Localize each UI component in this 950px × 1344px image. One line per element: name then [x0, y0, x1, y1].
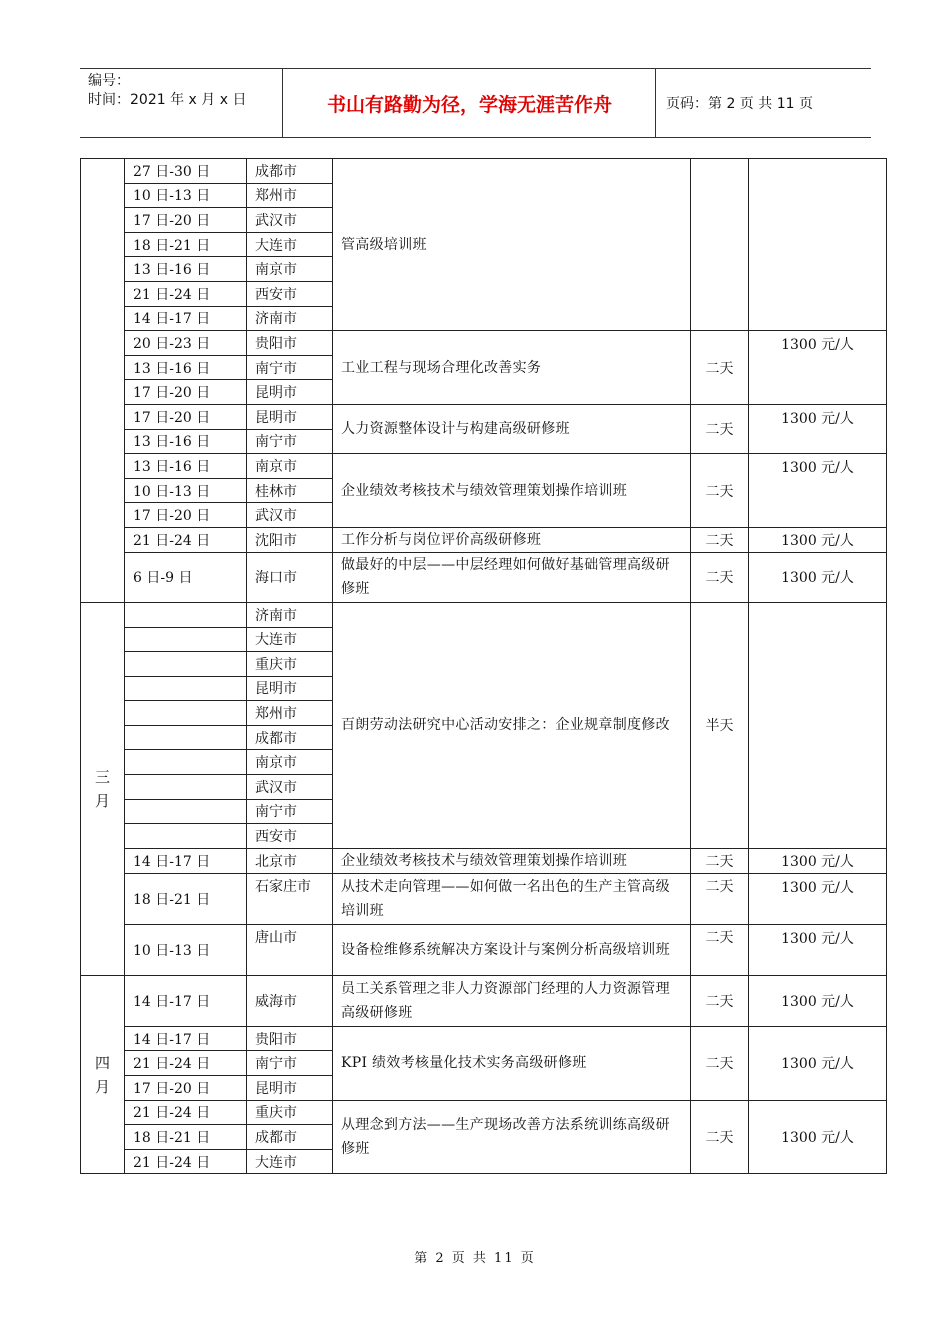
course-cell: KPI 绩效考核量化技术实务高级研修班 [333, 1026, 691, 1100]
table-row [81, 975, 887, 1026]
date-cell [125, 602, 247, 627]
price-cell: 1300 元/人 [749, 873, 887, 924]
city-cell: 昆明市 [247, 380, 333, 405]
date-cell: 21 日-24 日 [125, 1051, 247, 1076]
city-cell: 武汉市 [247, 503, 333, 528]
date-cell [125, 750, 247, 775]
duration-cell: 二天 [691, 975, 749, 1026]
city-cell: 成都市 [247, 1125, 333, 1150]
table-row [81, 159, 887, 184]
date-cell: 17 日-20 日 [125, 503, 247, 528]
table-row [81, 848, 887, 873]
date-cell [125, 701, 247, 726]
price-cell [749, 602, 887, 848]
course-cell: 管高级培训班 [333, 159, 691, 331]
date-cell: 14 日-17 日 [125, 1026, 247, 1051]
course-cell: 做最好的中层——中层经理如何做好基础管理高级研修班 [333, 552, 691, 602]
date-cell: 18 日-21 日 [125, 232, 247, 257]
city-cell: 昆明市 [247, 404, 333, 429]
date-cell [125, 627, 247, 652]
date-cell: 17 日-20 日 [125, 380, 247, 405]
price-cell [749, 159, 887, 331]
city-cell: 大连市 [247, 1149, 333, 1174]
price-cell: 1300 元/人 [749, 331, 887, 405]
date-cell: 10 日-13 日 [125, 183, 247, 208]
city-cell: 大连市 [247, 627, 333, 652]
date-cell [125, 775, 247, 800]
date-cell: 14 日-17 日 [125, 306, 247, 331]
city-cell: 南宁市 [247, 355, 333, 380]
date-cell: 10 日-13 日 [125, 924, 247, 975]
date-cell: 17 日-20 日 [125, 208, 247, 233]
table-row [81, 1100, 887, 1125]
city-cell: 桂林市 [247, 478, 333, 503]
date-cell: 14 日-17 日 [125, 848, 247, 873]
duration-cell: 二天 [691, 873, 749, 924]
price-cell: 1300 元/人 [749, 975, 887, 1026]
date-cell [125, 824, 247, 849]
date-cell: 6 日-9 日 [125, 552, 247, 602]
date-cell: 21 日-24 日 [125, 281, 247, 306]
duration-cell [691, 159, 749, 331]
date-cell: 13 日-16 日 [125, 257, 247, 282]
date-cell: 18 日-21 日 [125, 1125, 247, 1150]
header-page-label: 页码：第 2 页 共 11 页 [666, 96, 813, 112]
duration-cell: 二天 [691, 552, 749, 602]
city-cell: 重庆市 [247, 1100, 333, 1125]
price-cell: 1300 元/人 [749, 404, 887, 453]
city-cell: 海口市 [247, 552, 333, 602]
date-cell: 21 日-24 日 [125, 1149, 247, 1174]
date-cell: 17 日-20 日 [125, 404, 247, 429]
header-motto: 书山有路勤为径，学海无涯苦作舟 [284, 69, 656, 137]
date-cell: 20 日-23 日 [125, 331, 247, 356]
city-cell: 石家庄市 [247, 873, 333, 924]
city-cell: 南宁市 [247, 429, 333, 454]
city-cell: 昆明市 [247, 1076, 333, 1101]
price-cell: 1300 元/人 [749, 552, 887, 602]
month-cell [81, 159, 125, 603]
date-cell [125, 725, 247, 750]
date-cell: 13 日-16 日 [125, 454, 247, 479]
table-row [81, 1026, 887, 1051]
city-cell: 济南市 [247, 602, 333, 627]
page-footer: 第 2 页 共 11 页 [414, 1251, 536, 1266]
date-cell: 13 日-16 日 [125, 429, 247, 454]
header-meta [80, 69, 283, 137]
city-cell: 唐山市 [247, 924, 333, 975]
city-cell: 贵阳市 [247, 1026, 333, 1051]
course-cell: 工业工程与现场合理化改善实务 [333, 331, 691, 405]
duration-cell: 二天 [691, 924, 749, 975]
duration-cell: 二天 [691, 527, 749, 552]
city-cell: 武汉市 [247, 208, 333, 233]
city-cell: 济南市 [247, 306, 333, 331]
city-cell: 成都市 [247, 159, 333, 184]
table-row [81, 404, 887, 429]
month-cell [81, 975, 125, 1174]
city-cell: 南宁市 [247, 1051, 333, 1076]
price-cell: 1300 元/人 [749, 1026, 887, 1100]
course-cell: 设备检维修系统解决方案设计与案例分析高级培训班 [333, 924, 691, 975]
training-schedule-table [80, 158, 887, 1174]
page-header [80, 68, 871, 138]
table-row [81, 552, 887, 602]
price-cell: 1300 元/人 [749, 454, 887, 528]
city-cell: 郑州市 [247, 701, 333, 726]
table-row [81, 454, 887, 479]
city-cell: 威海市 [247, 975, 333, 1026]
city-cell: 西安市 [247, 824, 333, 849]
date-cell: 13 日-16 日 [125, 355, 247, 380]
city-cell: 南京市 [247, 750, 333, 775]
month-cell [81, 602, 125, 975]
city-cell: 南京市 [247, 454, 333, 479]
table-row [81, 602, 887, 627]
city-cell: 北京市 [247, 848, 333, 873]
duration-cell: 二天 [691, 331, 749, 405]
city-cell: 昆明市 [247, 676, 333, 701]
course-cell: 百朗劳动法研究中心活动安排之：企业规章制度修改 [333, 602, 691, 848]
price-cell: 1300 元/人 [749, 1100, 887, 1174]
duration-cell: 二天 [691, 454, 749, 528]
price-cell: 1300 元/人 [749, 848, 887, 873]
course-cell: 人力资源整体设计与构建高级研修班 [333, 404, 691, 453]
date-cell: 21 日-24 日 [125, 527, 247, 552]
date-cell: 14 日-17 日 [125, 975, 247, 1026]
date-cell: 17 日-20 日 [125, 1076, 247, 1101]
date-cell [125, 676, 247, 701]
month-label: 四月 [94, 1053, 110, 1096]
table-row [81, 873, 887, 924]
course-cell: 企业绩效考核技术与绩效管理策划操作培训班 [333, 848, 691, 873]
city-cell: 武汉市 [247, 775, 333, 800]
city-cell: 成都市 [247, 725, 333, 750]
city-cell: 西安市 [247, 281, 333, 306]
month-label: 三月 [94, 767, 110, 810]
course-cell: 从技术走向管理——如何做一名出色的生产主管高级培训班 [333, 873, 691, 924]
table-row [81, 924, 887, 975]
city-cell: 沈阳市 [247, 527, 333, 552]
duration-cell: 半天 [691, 602, 749, 848]
date-cell [125, 652, 247, 677]
city-cell: 大连市 [247, 232, 333, 257]
date-cell: 21 日-24 日 [125, 1100, 247, 1125]
date-cell [125, 799, 247, 824]
city-cell: 郑州市 [247, 183, 333, 208]
time-label: 时间：2021 年 x 月 x 日 [88, 92, 247, 108]
city-cell: 南京市 [247, 257, 333, 282]
course-cell: 工作分析与岗位评价高级研修班 [333, 527, 691, 552]
number-label: 编号： [88, 73, 130, 89]
course-cell: 从理念到方法——生产现场改善方法系统训练高级研修班 [333, 1100, 691, 1174]
course-cell: 员工关系管理之非人力资源部门经理的人力资源管理高级研修班 [333, 975, 691, 1026]
duration-cell: 二天 [691, 848, 749, 873]
table-row [81, 331, 887, 356]
course-cell: 企业绩效考核技术与绩效管理策划操作培训班 [333, 454, 691, 528]
date-cell: 18 日-21 日 [125, 873, 247, 924]
price-cell: 1300 元/人 [749, 527, 887, 552]
price-cell: 1300 元/人 [749, 924, 887, 975]
duration-cell: 二天 [691, 1026, 749, 1100]
city-cell: 南宁市 [247, 799, 333, 824]
duration-cell: 二天 [691, 1100, 749, 1174]
city-cell: 重庆市 [247, 652, 333, 677]
date-cell: 10 日-13 日 [125, 478, 247, 503]
duration-cell: 二天 [691, 404, 749, 453]
city-cell: 贵阳市 [247, 331, 333, 356]
date-cell: 27 日-30 日 [125, 159, 247, 184]
table-row [81, 527, 887, 552]
